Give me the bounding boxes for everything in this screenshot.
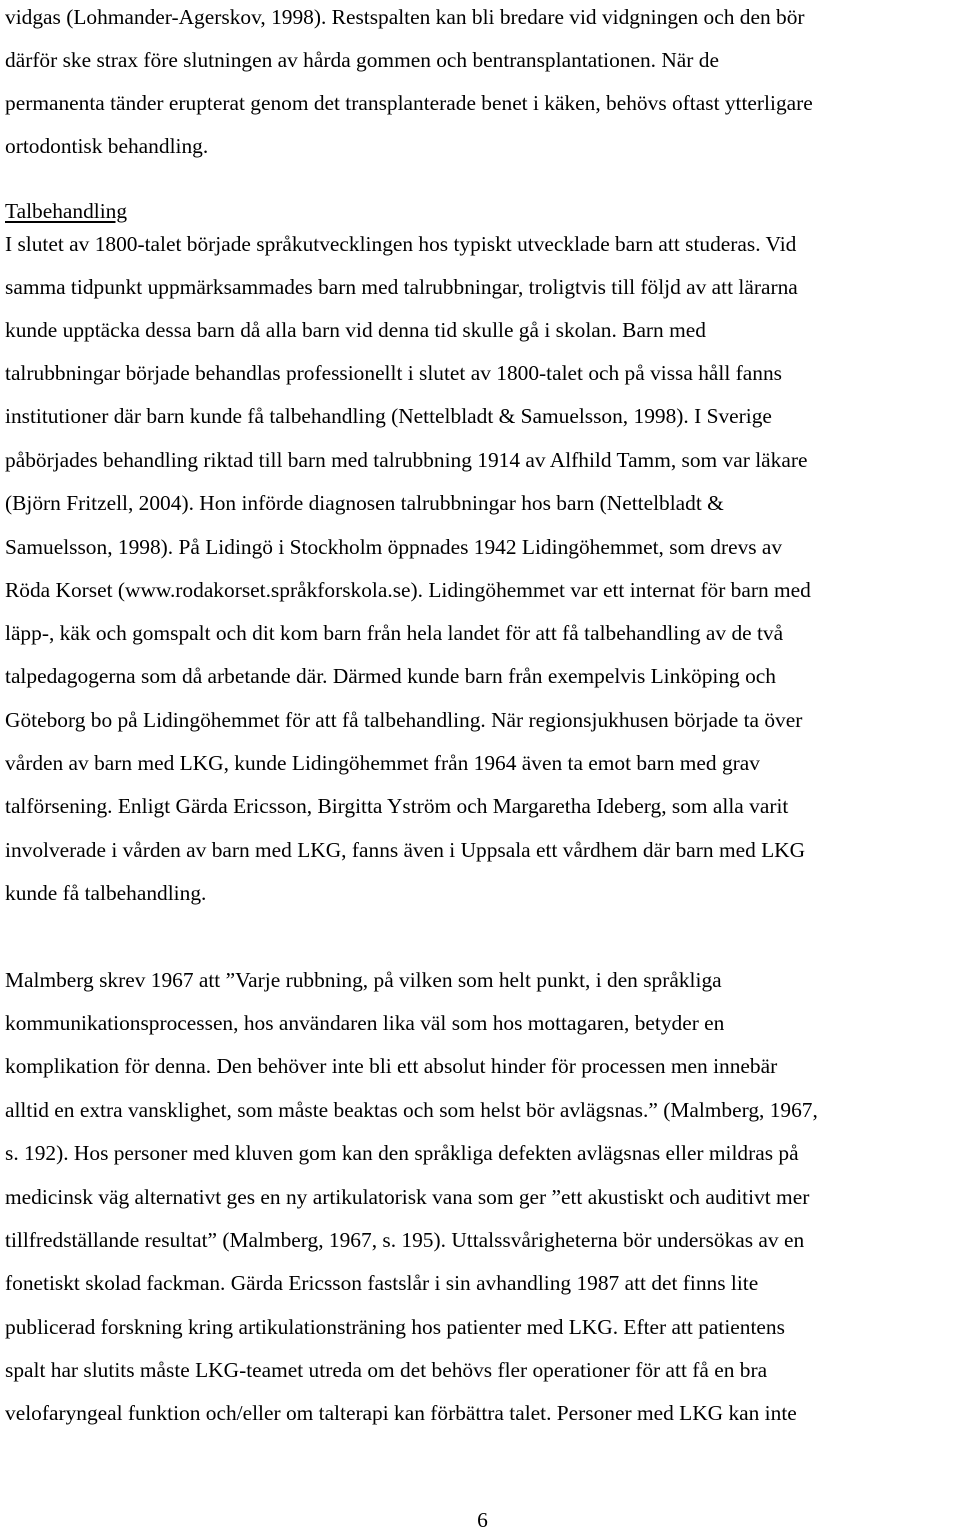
text-line: talpedagogerna som då arbetande där. Därmed kunde barn från exempelvis Linköping och [5, 664, 776, 688]
text-line: involverade i vården av barn med LKG, fanns även i Uppsala ett vårdhem där barn med LKG [5, 838, 806, 862]
text-line: alltid en extra vansklighet, som måste beaktas och som helst bör avlägsnas.” (Malmberg, 1967, [5, 1098, 818, 1122]
text-line: ortodontisk behandling. [5, 134, 209, 158]
text-line: vidgas (Lohmander-Agerskov, 1998). Restspalten kan bli bredare vid vidgningen och den bör [5, 5, 805, 29]
text-line: kommunikationsprocessen, hos användaren lika väl som hos mottagaren, betyder en [5, 1011, 725, 1035]
text-line: permanenta tänder erupterat genom det transplanterade benet i käken, behövs oftast ytterligare [5, 91, 813, 115]
text-line: tillfredställande resultat” (Malmberg, 1967, s. 195). Uttalssvårigheterna bör undersökas av en [5, 1228, 805, 1252]
text-line: s. 192). Hos personer med kluven gom kan den språkliga defekten avlägsnas eller mildras på [5, 1141, 799, 1165]
text-line: publicerad forskning kring artikulationsträning hos patienter med LKG. Efter att patientens [5, 1315, 785, 1339]
text-line: I slutet av 1800-talet började språkutvecklingen hos typiskt utvecklade barn att studeras. Vid [5, 232, 797, 256]
text-line: därför ske strax före slutningen av hårda gommen och bentransplantationen. När de [5, 48, 719, 72]
text-line: medicinsk väg alternativt ges en ny artikulatorisk vana som ger ”ett akustiskt och auditivt mer [5, 1185, 810, 1209]
text-line: komplikation för denna. Den behöver inte bli ett absolut hinder för processen men innebär [5, 1054, 778, 1078]
document-page [5, 0, 960, 1530]
text-line: (Björn Fritzell, 2004). Hon införde diagnosen talrubbningar hos barn (Nettelbladt & [5, 491, 724, 515]
text-line: vården av barn med LKG, kunde Lidingöhemmet från 1964 även ta emot barn med grav [5, 751, 760, 775]
text-line: Göteborg bo på Lidingöhemmet för att få talbehandling. När regionsjukhusen började ta över [5, 708, 803, 732]
text-line: talförsening. Enligt Gärda Ericsson, Birgitta Yström och Margaretha Ideberg, som alla varit [5, 794, 789, 818]
text-line: påbörjades behandling riktad till barn med talrubbning 1914 av Alfhild Tamm, som var läkare [5, 448, 808, 472]
text-line: Malmberg skrev 1967 att ”Varje rubbning, på vilken som helt punkt, i den språkliga [5, 968, 722, 992]
text-line: fonetiskt skolad fackman. Gärda Ericsson fastslår i sin avhandling 1987 att det finns lite [5, 1271, 759, 1295]
text-line: Samuelsson, 1998). På Lidingö i Stockholm öppnades 1942 Lidingöhemmet, som drevs av [5, 535, 783, 559]
text-line: talrubbningar började behandlas professionellt i slutet av 1800-talet och på vissa håll fanns [5, 361, 782, 385]
text-line: samma tidpunkt uppmärksammades barn med talrubbningar, troligtvis till följd av att lärarna [5, 275, 798, 299]
text-line: Röda Korset (www.rodakorset.språkforskola.se). Lidingöhemmet var ett internat för barn med [5, 578, 811, 602]
section-heading: Talbehandling [5, 199, 128, 223]
text-line: velofaryngeal funktion och/eller om talterapi kan förbättra talet. Personer med LKG kan inte [5, 1401, 797, 1425]
text-line: läpp-, käk och gomspalt och dit kom barn från hela landet för att få talbehandling av de två [5, 621, 784, 645]
text-line: kunde få talbehandling. [5, 881, 207, 905]
page-number: 6 [477, 1508, 488, 1532]
text-line: kunde upptäcka dessa barn då alla barn vid denna tid skulle gå i skolan. Barn med [5, 318, 706, 342]
text-line: spalt har slutits måste LKG-teamet utreda om det behövs fler operationer för att få en bra [5, 1358, 768, 1382]
text-line: institutioner där barn kunde få talbehandling (Nettelbladt & Samuelsson, 1998). I Sverige [5, 404, 772, 428]
